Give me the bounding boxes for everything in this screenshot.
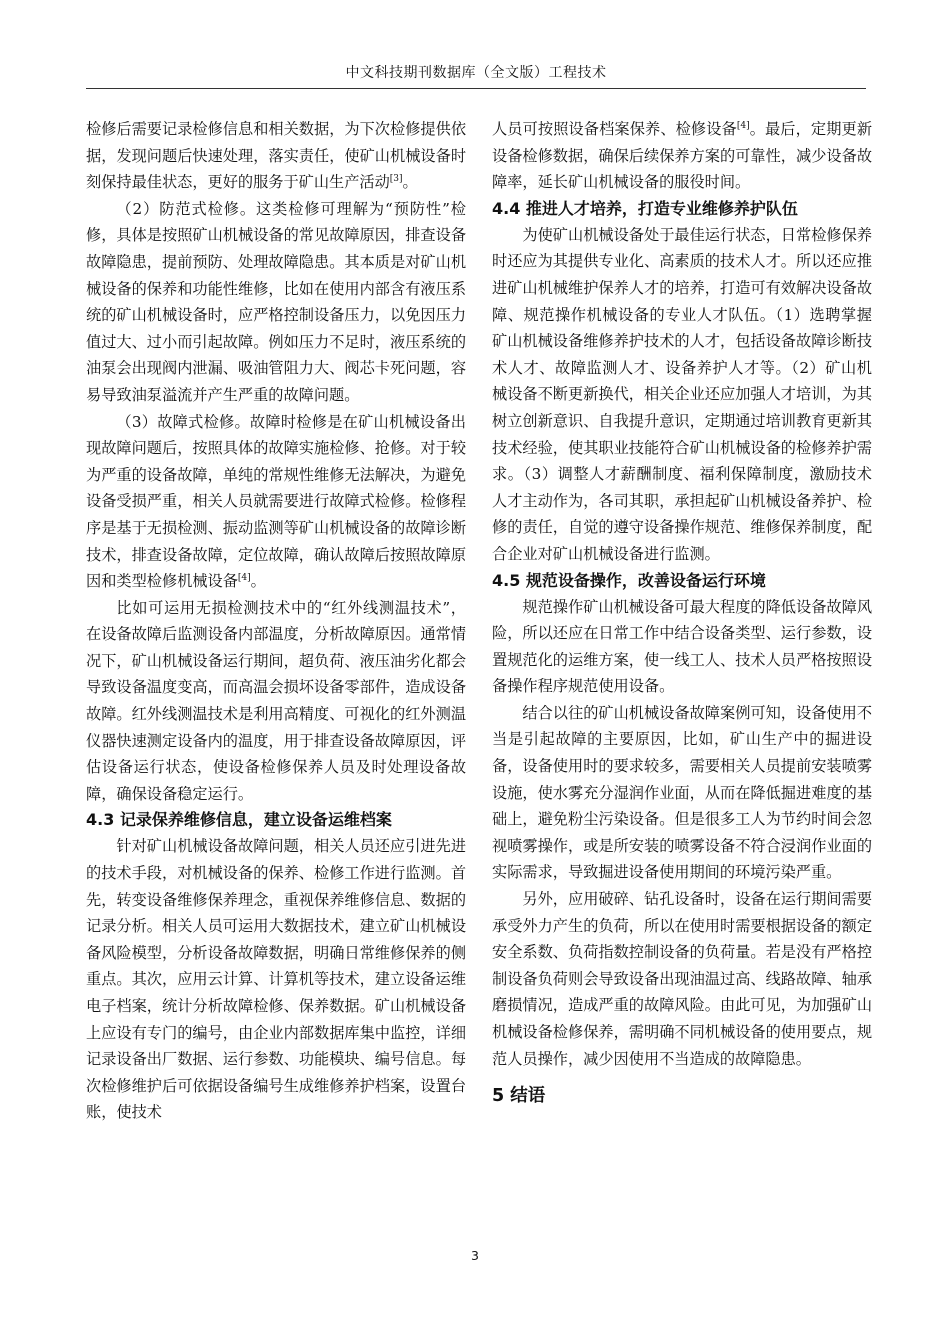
- paragraph: 为使矿山机械设备处于最佳运行状态，日常检修保养时还应为其提供专业化、高素质的技术人才。所以还应推进矿山机械维护保养人才的培养，打造可有效解决设备故障、规范操作机械设备的专业人才队伍。（1）选聘掌握矿山机械设备维修养护技术的人才，包括设备故障诊断技术人才、故障监测人才、设备养护人才等。（2）矿山机械设备不断更新换代，相关企业还应加强人才培训，为其树立创新意识、自我提升意识，定期通过培训教育更新其技术经验，使其职业技能符合矿山机械设备的检修养护需求。（3）调整人才薪酬制度、福利保障制度，激励技术人才主动作为，各司其职，承担起矿山机械设备养护、检修的责任，自觉的遵守设备操作规范、维修保养制度，配合企业对矿山机械设备进行监测。: [492, 225, 872, 563]
- paragraph: 结合以往的矿山机械设备故障案例可知，设备使用不当是引起故障的主要原因，比如，矿山生产中的掘进设备，设备使用时的要求较多，需要相关人员提前安装喷雾设施，使水雾充分湿润作业面，从而在降低掘进难度的基础上，避免粉尘污染设备。但是很多工人为节约时间会忽视喷雾操作，或是所安装的喷雾设备不符合浸润作业面的实际需求，导致掘进设备使用期间的环境污染严重。: [492, 703, 872, 882]
- section-heading-4-3: 4.3 记录保养维修信息，建立设备运维档案: [86, 810, 392, 830]
- header-divider: [86, 88, 866, 89]
- paragraph: 检修后需要记录检修信息和相关数据，为下次检修提供依据，发现问题后快速处理，落实责任，使矿山机械设备时刻保持最佳状态，更好的服务于矿山生产活动[3]。: [86, 120, 466, 192]
- paragraph: （3）故障式检修。故障时检修是在矿山机械设备出现故障问题后，按照具体的故障实施检修、抢修。对于较为严重的设备故障，单纯的常规性维修无法解决，为避免设备受损严重，相关人员就需要进行故障式检修。检修程序是基于无损检测、振动监测等矿山机械设备的故障诊断技术，排查设备故障，定位故障，确认故障后按照故障原因和类型检修机械设备[4]。: [86, 412, 466, 591]
- paragraph: 规范操作矿山机械设备可最大程度的降低设备故障风险，所以还应在日常工作中结合设备类型、运行参数，设置规范化的运维方案，使一线工人、技术人员严格按照设备操作程序规范使用设备。: [492, 597, 872, 696]
- citation-marker: [4]: [237, 573, 251, 584]
- paragraph: 另外，应用破碎、钻孔设备时，设备在运行期间需要承受外力产生的负荷，所以在使用时需要根据设备的额定安全系数、负荷指数控制设备的负荷量。若是没有严格控制设备负荷则会导致设备出现油温过高、线路故障、轴承磨损情况，造成严重的故障风险。由此可见，为加强矿山机械设备检修保养，需明确不同机械设备的使用要点，规范人员操作，减少因使用不当造成的故障隐患。: [492, 890, 872, 1068]
- section-heading-4-4: 4.4 推进人才培养，打造专业维修养护队伍: [492, 198, 798, 218]
- citation-marker: [3]: [389, 174, 403, 185]
- left-column: [86, 116, 466, 1126]
- right-column: [492, 116, 872, 1110]
- section-heading-4-5: 4.5 规范设备操作，改善设备运行环境: [492, 570, 766, 590]
- page-number: 3: [471, 1248, 479, 1263]
- citation-marker: [4]: [736, 120, 750, 131]
- journal-header: 中文科技期刊数据库（全文版）工程技术: [345, 65, 607, 81]
- paragraph: 比如可运用无损检测技术中的“红外线测温技术”，在设备故障后监测设备内部温度，分析故障原因。通常情况下，矿山机械设备运行期间，超负荷、液压油劣化都会导致设备温度变高，而高温会损坏设备零部件，造成设备故障。红外线测温技术是利用高精度、可视化的红外测温仪器快速测定设备内的温度，用于排查设备故障原因，评估设备运行状态，使设备检修保养人员及时处理设备故障，确保设备稳定运行。: [86, 598, 466, 803]
- paragraph: （2）防范式检修。这类检修可理解为“预防性”检修，具体是按照矿山机械设备的常见故障原因，排查设备故障隐患，提前预防、处理故障隐患。其本质是对矿山机械设备的保养和功能性维修，比如在使用内部含有液压系统的矿山机械设备时，应严格控制设备压力，以免因压力值过大、过小而引起故障。例如压力不足时，液压系统的油泵会出现阀内泄漏、吸油管阻力大、阀芯卡死问题，容易导致油泵溢流并产生严重的故障问题。: [86, 199, 466, 404]
- section-heading-5: 5 结语: [492, 1086, 546, 1107]
- paragraph: 针对矿山机械设备故障问题，相关人员还应引进先进的技术手段，对机械设备的保养、检修工作进行监测。首先，转变设备维修保养理念，重视保养维修信息、数据的记录分析。相关人员可运用大数据技术，建立矿山机械设备风险模型，分析设备故障数据，明确日常维修保养的侧重点。其次，应用云计算、计算机等技术，建立设备运维电子档案，统计分析故障检修、保养数据。矿山机械设备上应设有专门的编号，由企业内部数据库集中监控，详细记录设备出厂数据、运行参数、功能模块、编号信息。每次检修维护后可依据设备编号生成维修养护档案，设置台账，使技术: [86, 837, 466, 1122]
- paragraph: 人员可按照设备档案保养、检修设备[4]。最后，定期更新设备检修数据，确保后续保养方案的可靠性，减少设备故障率，延长矿山机械设备的服役时间。: [492, 120, 873, 192]
